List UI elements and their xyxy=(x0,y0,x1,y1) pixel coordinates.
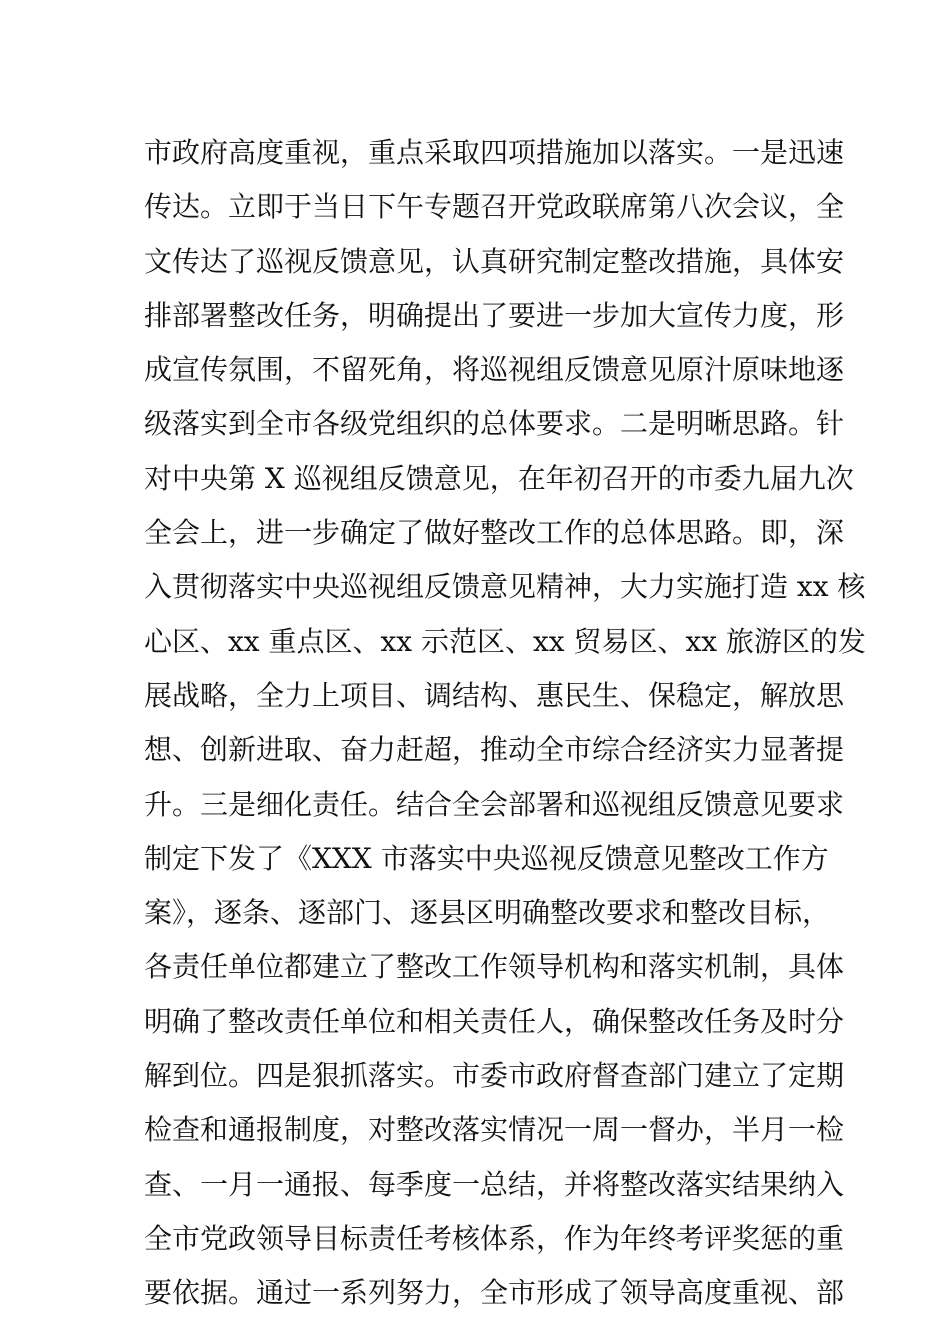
text-line: 全会上，进一步确定了做好整改工作的总体思路。即，深 xyxy=(144,516,845,550)
text-line: 入贯彻落实中央巡视组反馈意见精神，大力实施打造 xx 核 xyxy=(144,570,866,604)
text-line: 案》，逐条、逐部门、逐县区明确整改要求和整改目标， xyxy=(144,896,831,930)
text-line: 文传达了巡视反馈意见，认真研究制定整改措施，具体安 xyxy=(144,244,845,278)
text-line: 成宣传氛围，不留死角，将巡视组反馈意见原汁原味地逐 xyxy=(144,353,845,387)
text-line: 心区、xx 重点区、xx 示范区、xx 贸易区、xx 旅游区的发 xyxy=(144,624,866,658)
text-line: 级落实到全市各级党组织的总体要求。二是明晰思路。针 xyxy=(144,407,845,441)
text-line: 明确了整改责任单位和相关责任人，确保整改任务及时分 xyxy=(144,1004,845,1038)
text-line: 升。三是细化责任。结合全会部署和巡视组反馈意见要求 xyxy=(144,787,845,821)
text-line: 查、一月一通报、每季度一总结，并将整改落实结果纳入 xyxy=(144,1167,845,1201)
text-line: 市政府高度重视，重点采取四项措施加以落实。一是迅速 xyxy=(144,136,845,169)
text-line: 全市党政领导目标责任考核体系，作为年终考评奖惩的重 xyxy=(144,1221,845,1255)
text-line: 传达。立即于当日下午专题召开党政联席第八次会议，全 xyxy=(144,190,845,224)
text-line: 制定下发了《XXX 市落实中央巡视反馈意见整改工作方 xyxy=(144,841,829,875)
text-line: 检查和通报制度，对整改落实情况一周一督办，半月一检 xyxy=(144,1113,845,1147)
text-line: 解到位。四是狠抓落实。市委市政府督查部门建立了定期 xyxy=(144,1059,845,1093)
text-line: 各责任单位都建立了整改工作领导机构和落实机制，具体 xyxy=(144,950,845,984)
text-line: 展战略，全力上项目、调结构、惠民生、保稳定，解放思 xyxy=(144,678,845,712)
body-paragraph xyxy=(144,126,866,1321)
text-line: 排部署整改任务，明确提出了要进一步加大宣传力度，形 xyxy=(144,298,845,332)
text-line: 对中央第 X 巡视组反馈意见，在年初召开的市委九届九次 xyxy=(144,461,854,495)
text-line: 要依据。通过一系列努力，全市形成了领导高度重视、部 xyxy=(144,1276,845,1310)
text-line: 想、创新进取、奋力赶超，推动全市综合经济实力显著提 xyxy=(144,733,845,767)
